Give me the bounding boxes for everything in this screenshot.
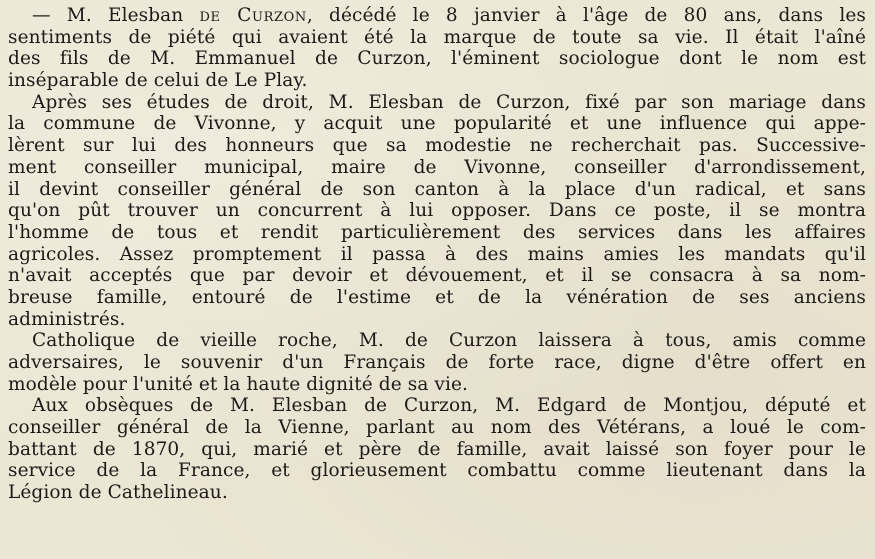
text-line: Après ses études de droit, M. Elesban de Curzon, fixé par son mariage dans xyxy=(32,91,866,113)
text-line: ment conseiller municipal, maire de Vivonne, conseiller d'arrondissement, xyxy=(8,156,866,178)
obituary-text xyxy=(8,5,866,504)
text-line: sentiments de piété qui avaient été la marque de toute sa vie. Il était l'aîné xyxy=(8,26,866,48)
paragraph xyxy=(8,5,866,92)
text-line: conseiller général de la Vienne, parlant au nom des Vétérans, a loué le com- xyxy=(8,417,866,439)
text-line: modèle pour l'unité et la haute dignité de sa vie. xyxy=(8,373,469,395)
paragraph xyxy=(8,395,866,503)
paragraph xyxy=(8,92,866,331)
text-line: qu'on pût trouver un concurrent à lui opposer. Dans ce poste, il se montra xyxy=(8,200,866,222)
text-line: la commune de Vivonne, y acquit une popularité et une influence qui appe- xyxy=(8,113,866,135)
text-line: — M. Elesban de Curzon, décédé le 8 janvier à l'âge de 80 ans, dans les xyxy=(32,5,866,26)
text-line: des fils de M. Emmanuel de Curzon, l'éminent sociologue dont le nom est xyxy=(8,48,866,70)
text-line: agricoles. Assez promptement il passa à des mains amies les mandats qu'il xyxy=(8,243,866,265)
text-line: il devint conseiller général de son canton à la place d'un radical, et sans xyxy=(8,178,866,200)
text-line: lèrent sur lui des honneurs que sa modestie ne recherchait pas. Successive- xyxy=(8,135,866,157)
text-line: n'avait acceptés que par devoir et dévouement, et il se consacra à sa nom- xyxy=(8,265,866,287)
text-line: battant de 1870, qui, marié et père de famille, avait laissé son foyer pour le xyxy=(8,438,866,460)
text-line: service de la France, et glorieusement combattu comme lieutenant dans la xyxy=(8,460,866,482)
paragraph xyxy=(8,330,866,395)
text-line: adversaires, le souvenir d'un Français de forte race, digne d'être offert en xyxy=(8,352,866,373)
text-line: Légion de Cathelineau. xyxy=(8,482,228,504)
text-line: Aux obsèques de M. Elesban de Curzon, M. Edgard de Montjou, député et xyxy=(32,395,866,417)
text-line: Catholique de vieille roche, M. de Curzon laissera à tous, amis comme xyxy=(32,330,866,352)
text-line: administrés. xyxy=(8,308,126,330)
text-line: breuse famille, entouré de l'estime et de la vénération de ses anciens xyxy=(8,286,866,308)
text-line: inséparable de celui de Le Play. xyxy=(8,70,308,92)
text-line: l'homme de tous et rendit particulièrement des services dans les affaires xyxy=(8,221,866,243)
